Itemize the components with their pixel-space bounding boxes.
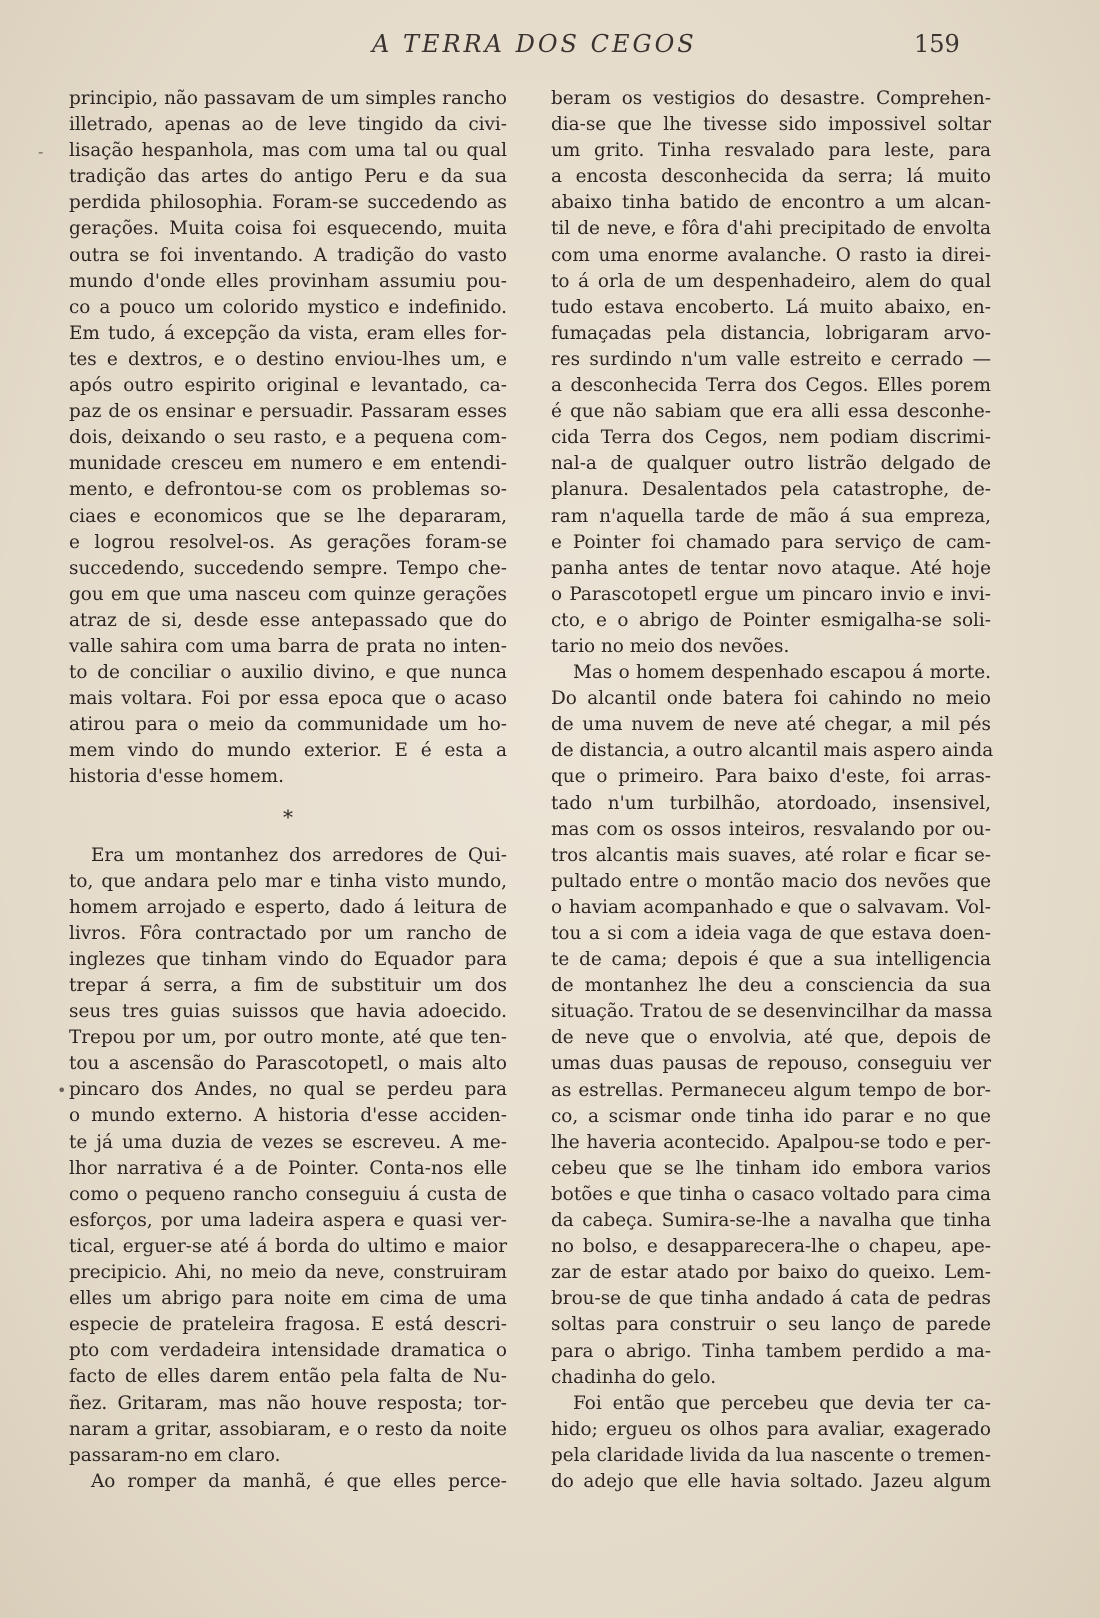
text-line: outra se foi inventando. A tradição do vasto: [69, 244, 507, 266]
text-line: pultado entre o montão macio dos nevões que: [551, 870, 991, 892]
text-line: pela claridade livida da lua nascente o tremen-: [551, 1444, 991, 1466]
text-line: de neve que o envolvia, até que, depois de: [551, 1027, 991, 1049]
text-line: botões e que tinha o casaco voltado para cima: [551, 1183, 991, 1205]
text-line: dia-se que lhe tivesse sido impossivel soltar: [551, 114, 991, 136]
text-line: a desconhecida Terra dos Cegos. Elles porem: [551, 375, 991, 397]
text-line: para o abrigo. Tinha tambem perdido a ma-: [551, 1340, 991, 1362]
text-line: nal-a de qualquer outro listrão delgado de: [551, 453, 991, 475]
text-line: após outro espirito original e levantado, ca-: [69, 375, 507, 397]
text-line: livros. Fôra contractado por um rancho de: [69, 922, 507, 944]
text-line: cida Terra dos Cegos, nem podiam discrimi-: [551, 427, 991, 449]
text-line: tou a si com a ideia vaga de que estava doen-: [551, 923, 991, 944]
text-line: o mundo externo. A historia d'esse acciden-: [69, 1105, 507, 1127]
text-line: lhe haveria acontecido. Apalpou-se todo e per-: [551, 1131, 991, 1153]
text-line: Em tudo, á excepção da vista, eram elles for-: [69, 322, 507, 344]
text-line: as estrellas. Permaneceu algum tempo de bor-: [551, 1079, 991, 1101]
text-line: Mas o homem despenhado escapou á morte.: [573, 662, 991, 684]
text-line: Trepou por um, por outro monte, até que ten-: [69, 1027, 507, 1049]
text-line: te de cama; depois é que a sua intelligencia: [551, 949, 991, 971]
text-line: como o pequeno rancho conseguiu á custa de: [69, 1183, 507, 1205]
right-column: [551, 86, 994, 1495]
text-line: succedendo, succedendo sempre. Tempo che-: [69, 557, 507, 579]
text-line: de distancia, a outro alcantil mais aspero ainda: [551, 740, 994, 762]
text-line: panha antes de tentar novo ataque. Até hoje: [551, 557, 991, 579]
text-line: pto com verdadeira intensidade dramatica o: [69, 1340, 507, 1362]
text-line: facto de elles darem então pela falta de Nu-: [69, 1366, 507, 1388]
text-line: chadinha do gelo.: [551, 1366, 717, 1388]
text-line: situação. Tratou de se desenvincilhar da massa: [551, 1001, 993, 1023]
text-line: cebeu que se lhe tinham ido embora varios: [551, 1157, 991, 1179]
text-line: naram a gritar, assobiaram, e o resto da noite: [69, 1418, 507, 1440]
text-line: atraz de si, desde esse antepassado que do: [69, 609, 507, 631]
section-separator: *: [283, 804, 293, 829]
text-line: mas com os ossos inteiros, resvalando por ou-: [551, 818, 991, 840]
text-line: homem arrojado e esperto, dado á leitura de: [69, 896, 507, 918]
text-line: fumaçadas pela distancia, lobrigaram arvo-: [551, 322, 991, 344]
text-line: Era um montanhez dos arredores de Qui-: [91, 844, 507, 866]
text-line: soltas para construir o seu lanço de parede: [551, 1314, 991, 1336]
text-line: mento, e defrontou-se com os problemas so-: [69, 479, 507, 501]
text-line: é que não sabiam que era alli essa desconhe-: [551, 401, 991, 423]
text-line: especie de prateleira fragosa. E está descri-: [69, 1314, 507, 1336]
page-number: 159: [914, 30, 960, 58]
text-line: pincaro dos Andes, no qual se perdeu para: [69, 1079, 507, 1101]
text-line: tes e dextros, e o destino enviou-lhes um, e: [69, 348, 507, 370]
text-line: paz de os ensinar e persuadir. Passaram esses: [69, 401, 507, 423]
text-line: munidade cresceu em numero e em entendi-: [69, 453, 507, 475]
text-line: tou a ascensão do Parascotopetl, o mais alto: [69, 1053, 507, 1075]
text-line: cto, e o abrigo de Pointer esmigalha-se soli-: [551, 609, 991, 631]
text-line: tical, erguer-se até á borda do ultimo e maior: [69, 1235, 507, 1257]
left-column: [69, 86, 507, 1495]
text-line: no bolso, e desapparecera-lhe o chapeu, ape-: [551, 1236, 991, 1258]
text-line: zar de estar atado por baixo do queixo. Lem-: [551, 1262, 991, 1284]
text-line: co a pouco um colorido mystico e indefinido.: [69, 296, 507, 318]
text-line: seus tres guias suissos que havia adoecido.: [69, 1001, 507, 1023]
text-line: que o primeiro. Para baixo d'este, foi arras-: [551, 766, 991, 788]
text-line: Foi então que percebeu que devia ter ca-: [573, 1392, 991, 1414]
text-line: do adejo que elle havia soltado. Jazeu algum: [551, 1470, 991, 1492]
text-line: e logrou resolvel-os. As gerações foram-se: [69, 531, 507, 553]
text-line: te já uma duzia de vezes se escreveu. A me-: [69, 1131, 507, 1153]
text-line: atirou para o meio da communidade um ho-: [69, 714, 507, 736]
text-line: abaixo tinha batido de encontro a um alcan-: [551, 192, 991, 214]
text-line: tradição das artes do antigo Peru e da sua: [69, 166, 507, 188]
text-line: um grito. Tinha resvalado para leste, para: [551, 140, 991, 162]
running-head: A TERRA DOS CEGOS: [372, 30, 697, 58]
text-line: tros alcantis mais suaves, até rolar e ficar se-: [551, 844, 991, 866]
text-line: lhor narrativa é a de Pointer. Conta-nos elle: [69, 1157, 507, 1179]
text-line: da cabeça. Sumira-se-lhe a navalha que tinha: [551, 1210, 991, 1232]
text-line: dois, deixando o seu rasto, e a pequena com-: [69, 427, 507, 449]
text-line: illetrado, apenas ao de leve tingido da civi-: [69, 114, 507, 136]
text-line: gerações. Muita coisa foi esquecendo, muita: [69, 218, 507, 240]
text-line: a encosta desconhecida da serra; lá muito: [551, 166, 991, 188]
text-line: res surdindo n'um valle estreito e cerrado —: [551, 348, 991, 370]
text-line: tudo estava encoberto. Lá muito abaixo, en-: [551, 296, 991, 318]
text-line: elles um abrigo para noite em cima de uma: [69, 1288, 507, 1310]
text-line: co, a scismar onde tinha ido parar e no que: [551, 1105, 991, 1127]
text-line: o Parascotopetl ergue um pincaro invio e invi-: [551, 583, 991, 605]
text-line: tario no meio dos nevões.: [551, 635, 790, 657]
text-line: historia d'esse homem.: [69, 766, 284, 788]
text-line: tado n'um turbilhão, atordoado, insensivel,: [551, 792, 991, 814]
text-line: hido; ergueu os olhos para avaliar, exagerado: [551, 1418, 991, 1440]
text-line: beram os vestigios do desastre. Comprehen-: [551, 88, 991, 109]
text-line: umas duas pausas de repouso, conseguiu ver: [551, 1053, 991, 1075]
margin-dot-mark: •: [57, 1081, 67, 1100]
text-line: e Pointer foi chamado para serviço de cam-: [551, 531, 991, 553]
text-line: perdida philosophia. Foram-se succedendo as: [69, 192, 507, 214]
text-line: ciaes e economicos que se lhe depararam,: [69, 505, 507, 527]
text-line: brou-se de que tinha andado á cata de pedras: [551, 1288, 991, 1310]
text-line: ram n'aquella tarde de mão á sua empreza,: [551, 505, 991, 527]
text-line: esforços, por uma ladeira aspera e quasi ver-: [69, 1209, 507, 1231]
text-line: valle sahira com uma barra de prata no inten-: [69, 635, 507, 657]
text-line: mem vindo do mundo exterior. E é esta a: [69, 740, 507, 762]
text-line: gou em que uma nasceu com quinze gerações: [69, 583, 507, 605]
text-line: planura. Desalentados pela catastrophe, de-: [551, 479, 991, 501]
text-line: passaram-no em claro.: [69, 1444, 281, 1466]
text-line: to, que andara pelo mar e tinha visto mundo,: [69, 870, 507, 892]
text-line: com uma enorme avalanche. O rasto ia direi-: [551, 244, 991, 266]
text-line: o haviam acompanhado e que o salvavam. Vol-: [551, 896, 991, 918]
text-line: principio, não passavam de um simples rancho: [69, 88, 507, 109]
text-line: inglezes que tinham vindo do Equador para: [69, 948, 507, 970]
text-line: de montanhez lhe deu a consciencia da sua: [551, 975, 991, 997]
text-line: mais voltara. Foi por essa epoca que o acaso: [69, 688, 507, 710]
text-line: de uma nuvem de neve até chegar, a mil pés: [551, 714, 991, 736]
text-line: precipicio. Ahi, no meio da neve, construiram: [69, 1262, 507, 1284]
text-line: ñez. Gritaram, mas não houve resposta; tor-: [69, 1392, 507, 1414]
text-line: Ao romper da manhã, é que elles perce-: [91, 1470, 507, 1492]
margin-dash-mark: -: [38, 142, 44, 161]
text-line: Do alcantil onde batera foi cahindo no meio: [551, 688, 991, 710]
text-line: trepar á serra, a fim de substituir um dos: [69, 975, 507, 996]
text-line: to de conciliar o auxilio divino, e que nunca: [69, 662, 507, 684]
text-line: til de neve, e fôra d'ahi precipitado de envolta: [551, 218, 991, 240]
text-line: to á orla de um despenhadeiro, alem do qual: [551, 270, 991, 292]
text-line: lisação hespanhola, mas com uma tal ou qual: [69, 140, 507, 162]
text-line: mundo d'onde elles provinham assumiu pou-: [69, 270, 507, 292]
